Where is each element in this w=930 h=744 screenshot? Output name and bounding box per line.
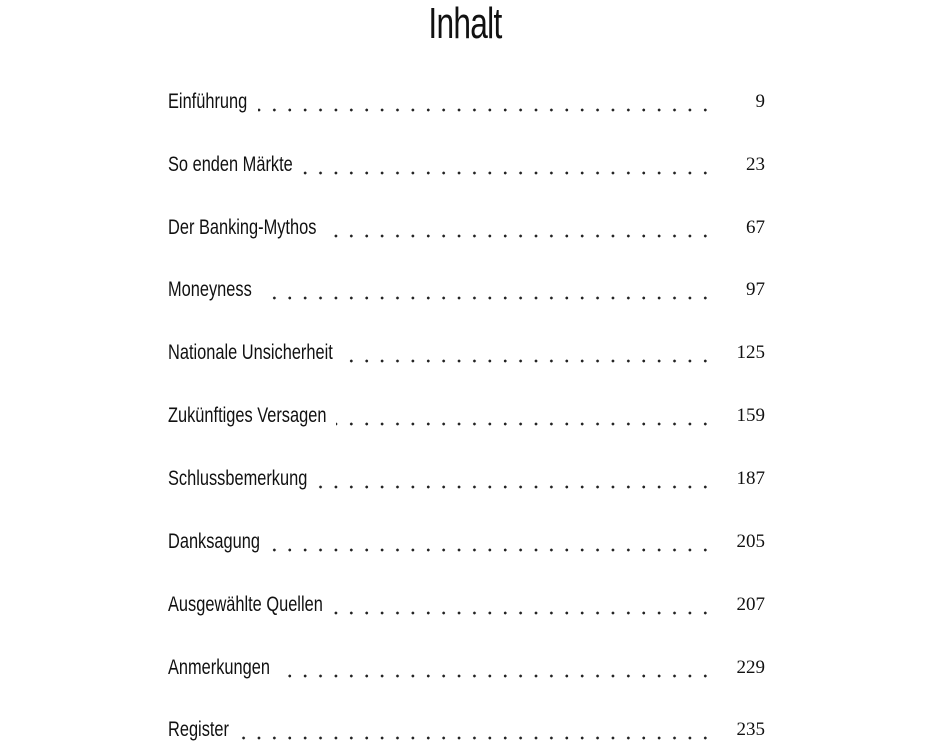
toc-entry-title: Einführung [168,90,248,113]
toc-entry-title: Anmerkungen [168,656,270,679]
toc-entry-page: 187 [736,468,765,489]
dot-leader [330,591,713,619]
toc-entry-title: Nationale Unsicherheit [168,341,333,364]
toc-entry-title: So enden Märkte [168,153,293,176]
toc-entry-title: Moneyness [168,278,252,301]
dot-leader [258,88,713,116]
toc-entry [168,149,765,179]
toc-entry [168,400,765,430]
toc-entry-title: Ausgewählte Quellen [168,593,323,616]
dot-leader [284,654,713,682]
toc-entry [168,463,765,493]
toc-entry [168,212,765,242]
toc-entry [168,652,765,682]
toc-entry [168,337,765,367]
toc-entry [168,86,765,116]
dot-leader [264,276,713,304]
toc-entry-title: Danksagung [168,530,260,553]
toc-entry-page: 125 [736,342,765,363]
toc-entry-page: 235 [736,719,765,740]
toc-entry [168,589,765,619]
page-title: Inhalt [428,0,502,48]
toc-entry-page: 97 [746,279,765,300]
toc-entry-page: 159 [736,405,765,426]
toc-entry-page: 207 [736,594,765,615]
toc-entry-page: 205 [736,531,765,552]
dot-leader [348,339,713,367]
dot-leader [336,402,713,430]
toc-entry [168,714,765,744]
toc-entry-page: 229 [736,657,765,678]
toc-entry-title: Register [168,718,229,741]
dot-leader [302,151,713,179]
toc-entry [168,274,765,304]
toc-entry-page: 23 [746,154,765,175]
dot-leader [330,214,713,242]
toc-entry-title: Zukünftiges Versagen [168,404,327,427]
toc-entry-page: 9 [755,91,765,112]
dot-leader [270,528,713,556]
dot-leader [238,716,713,744]
toc-entry-title: Der Banking-Mythos [168,216,317,239]
table-of-contents [168,0,765,744]
toc-entry-page: 67 [746,217,765,238]
toc-entry [168,526,765,556]
dot-leader [316,465,713,493]
toc-entry-title: Schlussbemerkung [168,467,308,490]
